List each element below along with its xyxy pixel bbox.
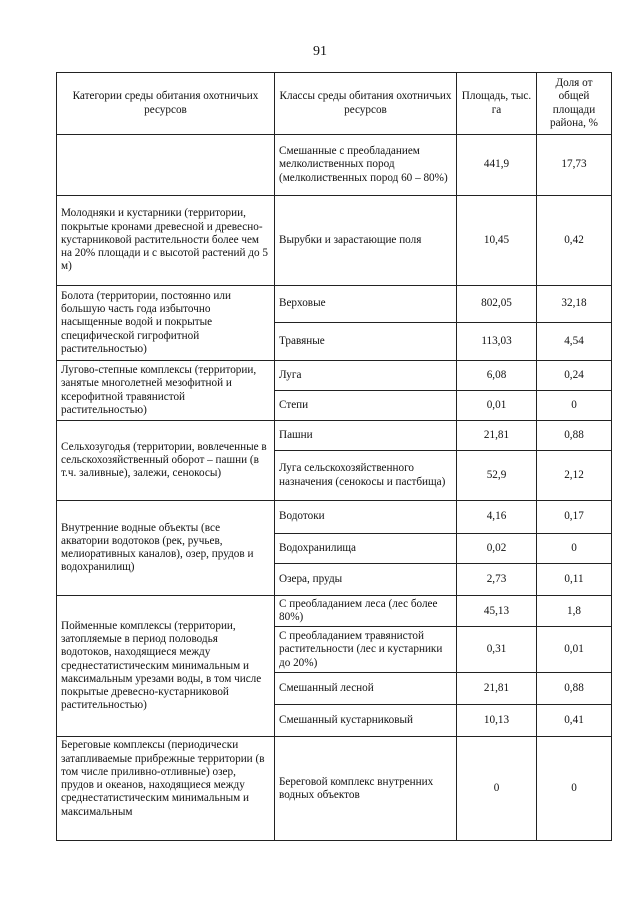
share-cell: 0,88 [537,421,612,451]
area-cell: 802,05 [457,286,537,323]
area-cell: 4,16 [457,501,537,534]
class-cell: Травяные [275,323,457,361]
share-cell: 0,17 [537,501,612,534]
share-cell: 0 [537,737,612,841]
area-cell: 441,9 [457,135,537,196]
habitat-table [56,72,612,841]
class-cell: Верховые [275,286,457,323]
table-row [57,501,612,534]
area-cell: 0,31 [457,627,537,673]
category-cell: Молодняки и кустарники (территории, покрытые кронами древесной и древесно-кустарниковой растительности более чем на 20% площади и с высотой растений до 5 м) [57,196,275,286]
area-cell: 52,9 [457,451,537,501]
table-row [57,286,612,323]
class-cell: Пашни [275,421,457,451]
class-cell: С преобладанием травянистой растительности (лес и кустарники до 20%) [275,627,457,673]
class-cell: С преобладанием леса (лес более 80%) [275,596,457,627]
header-category: Категории среды обитания охотничьих ресурсов [57,73,275,135]
area-cell: 113,03 [457,323,537,361]
share-cell: 0 [537,391,612,421]
share-cell: 0,24 [537,361,612,391]
share-cell: 0,01 [537,627,612,673]
share-cell: 32,18 [537,286,612,323]
table-row [57,361,612,391]
share-cell: 4,54 [537,323,612,361]
area-cell: 0,02 [457,534,537,564]
share-cell: 0 [537,534,612,564]
area-cell: 10,13 [457,705,537,737]
header-class: Классы среды обитания охотничьих ресурсов [275,73,457,135]
area-cell: 0,01 [457,391,537,421]
class-cell: Береговой комплекс внутренних водных объектов [275,737,457,841]
area-cell: 0 [457,737,537,841]
table-row [57,421,612,451]
category-cell: Внутренние водные объекты (все акватории водотоков (рек, ручьев, мелиоративных каналов), озер, прудов и водохранилищ) [57,501,275,596]
category-cell: Сельхозугодья (территории, вовлеченные в сельскохозяйственный оборот – пашни (в т.ч. заливные), залежи, сенокосы) [57,421,275,501]
class-cell: Озера, пруды [275,564,457,596]
share-cell: 0,42 [537,196,612,286]
area-cell: 6,08 [457,361,537,391]
class-cell: Степи [275,391,457,421]
class-cell: Водотоки [275,501,457,534]
area-cell: 2,73 [457,564,537,596]
class-cell: Вырубки и зарастающие поля [275,196,457,286]
share-cell: 0,11 [537,564,612,596]
class-cell: Смешанный лесной [275,673,457,705]
class-cell: Водохранилища [275,534,457,564]
category-cell: Пойменные комплексы (территории, затопляемые в период половодья водотоков, находящиеся между среднестатистическим минимальным и максимальным урезами воды, в том числе покрытые древесно-кустарниковой растительностью) [57,596,275,737]
table-row [57,737,612,841]
table-row [57,596,612,627]
share-cell: 2,12 [537,451,612,501]
table-row [57,196,612,286]
category-cell: Лугово-степные комплексы (территории, занятые многолетней мезофитной и ксерофитной травянистой растительностью) [57,361,275,421]
table-header-row [57,73,612,135]
header-share: Доля от общей площади района, % [537,73,612,135]
share-cell: 0,41 [537,705,612,737]
class-cell: Смешанные с преобладанием мелколиственных пород (мелколиственных пород 60 – 80%) [275,135,457,196]
category-cell: Болота (территории, постоянно или большую часть года избыточно насыщенные водой и покрытые специфической гигрофитной растительностью) [57,286,275,361]
page-number: 91 [313,44,327,59]
class-cell: Луга сельскохозяйственного назначения (сенокосы и пастбища) [275,451,457,501]
category-cell: Береговые комплексы (периодически затапливаемые прибрежные территории (в том числе приливно-отливные) озер, прудов и океанов, находящиеся между среднестатистическим минимальным и максимальным [57,737,275,841]
category-cell [57,135,275,196]
header-area: Площадь, тыс. га [457,73,537,135]
table-row [57,135,612,196]
class-cell: Луга [275,361,457,391]
area-cell: 21,81 [457,421,537,451]
class-cell: Смешанный кустарниковый [275,705,457,737]
area-cell: 21,81 [457,673,537,705]
area-cell: 10,45 [457,196,537,286]
share-cell: 1,8 [537,596,612,627]
share-cell: 17,73 [537,135,612,196]
area-cell: 45,13 [457,596,537,627]
share-cell: 0,88 [537,673,612,705]
